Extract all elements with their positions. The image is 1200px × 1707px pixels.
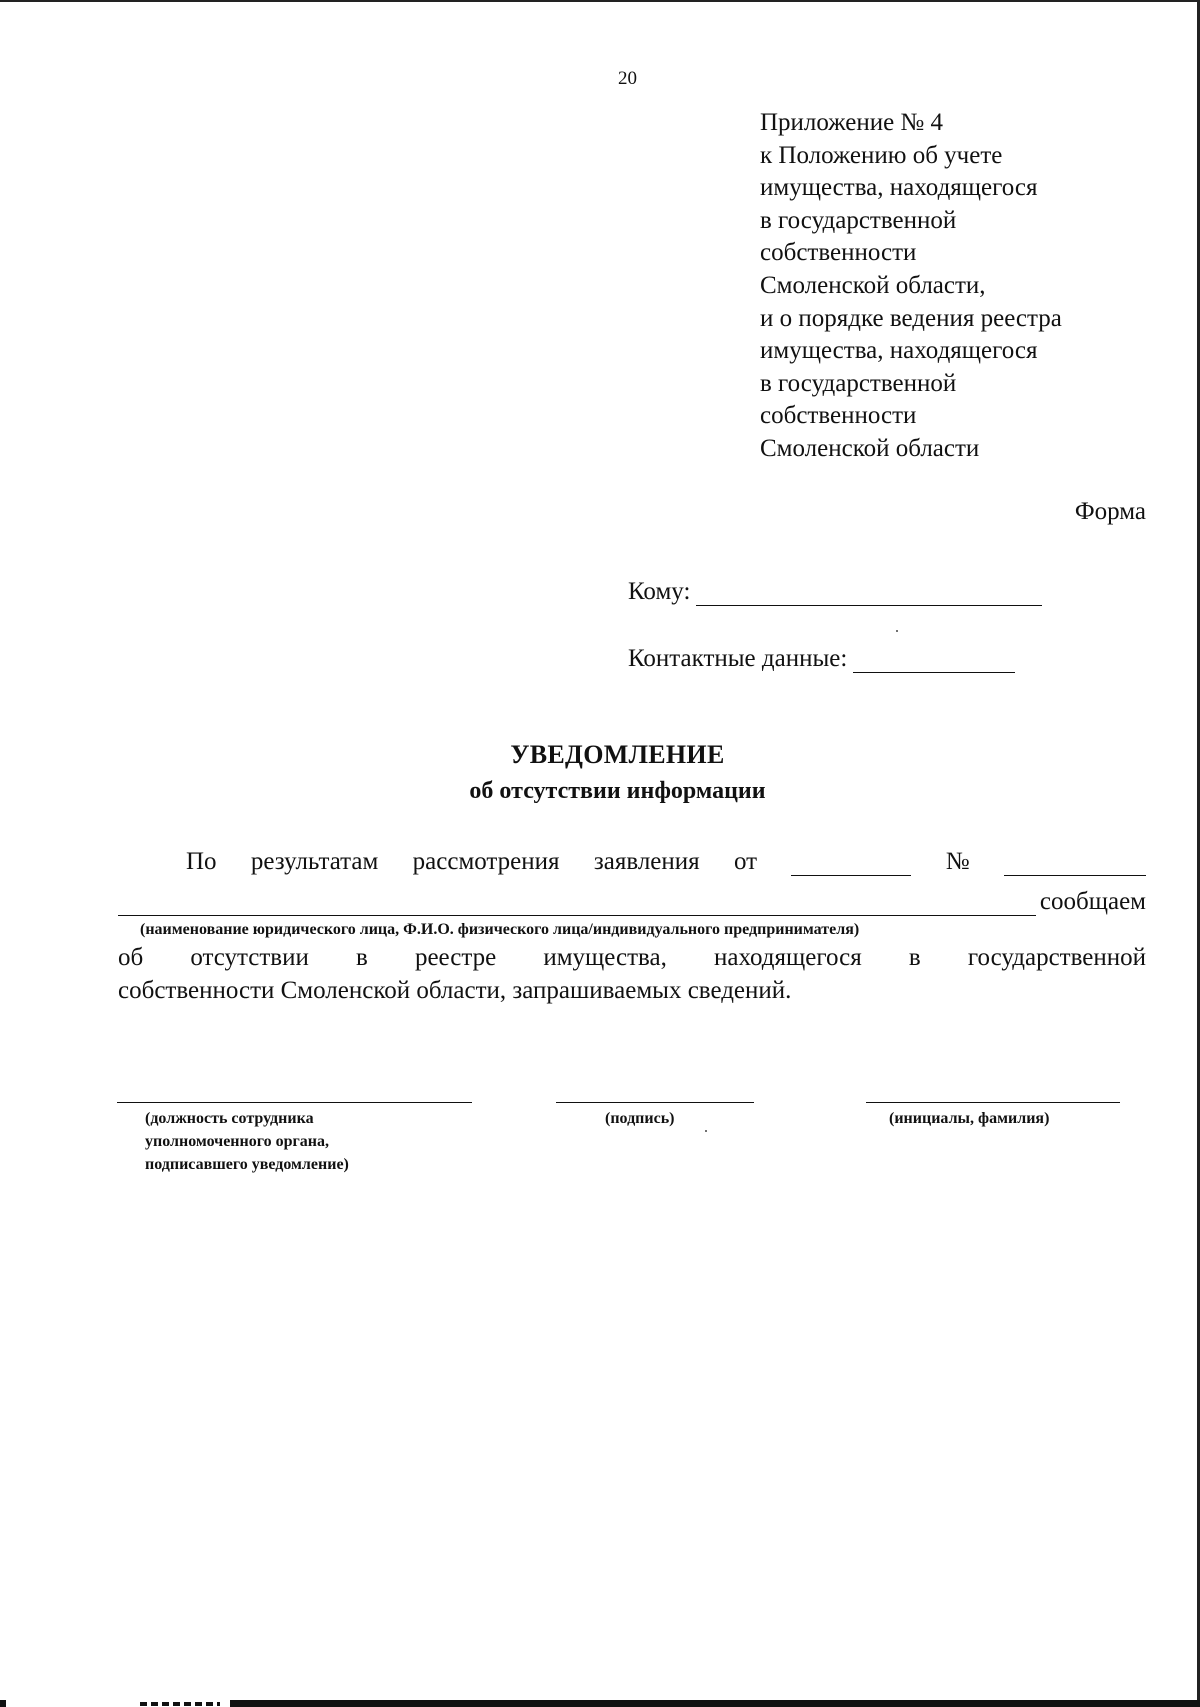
appendix-block [760,107,1062,466]
to-label: Кому: [628,578,691,605]
page-number: 20 [618,68,637,89]
document-subtitle: об отсутствии информации [469,778,766,804]
appendix-line: Смоленской области [760,434,980,462]
contacts-field[interactable] [853,650,1015,673]
body-line-1 [186,848,1146,876]
sign-caption: (подпись) [605,1110,675,1127]
body-word: в [908,944,921,971]
appendix-line: Смоленской области, [760,271,986,299]
appendix-line: собственности [760,239,917,267]
report-word: сообщаем [1039,888,1146,915]
body-word: реестре [414,944,497,971]
body-word: результатам [250,848,379,875]
position-caption-line: подписавшего уведомление) [145,1156,349,1173]
body-word: государственной [967,944,1146,971]
appendix-line: и о порядке ведения реестра [760,304,1062,332]
body-line-3 [118,944,1146,972]
appendix-line: в государственной [760,369,957,397]
scan-edge-bottom [0,1700,1200,1707]
application-date-field[interactable] [791,853,911,876]
applicant-name-field[interactable] [118,889,1036,916]
body-word: заявления [593,848,700,875]
body-word: рассмотрения [412,848,560,875]
position-signature-line[interactable] [117,1102,472,1103]
body-word: находящегося [714,944,862,971]
appendix-line: в государственной [760,206,957,234]
name-caption: (инициалы, фамилия) [889,1110,1050,1127]
body-word: в [356,944,368,971]
form-label: Форма [1074,498,1146,525]
body-line-2 [118,888,1146,916]
appendix-line: имущества, находящегося [760,174,1038,202]
position-caption [145,1107,349,1176]
signature-line[interactable] [556,1102,754,1103]
position-caption-line: уполномоченного органа, [145,1133,329,1150]
scan-speck [896,630,898,632]
contacts-label: Контактные данные: [628,645,848,672]
document-title: УВЕДОМЛЕНИЕ [510,740,725,769]
name-signature-line[interactable] [866,1102,1120,1103]
body-word: об [118,944,144,971]
appendix-line: Приложение № 4 [760,109,944,136]
body-word: По [186,848,217,875]
recipient-contacts-row [628,645,1015,673]
body-line-4: собственности Смоленской области, запрашиваемых сведений. [118,977,792,1004]
appendix-line: к Положению об учете [760,141,1003,169]
number-sign: № [945,848,970,875]
recipient-to-row [628,578,1042,606]
body-word: имущества, [543,944,667,971]
applicant-caption: (наименование юридического лица, Ф.И.О. физического лица/индивидуального предпринимателя) [140,921,860,938]
scan-speck [705,1130,707,1132]
body-word: от [734,848,758,875]
to-field[interactable] [696,583,1042,606]
position-caption-line: (должность сотрудника [145,1110,314,1127]
body-word: отсутствии [190,944,309,971]
application-number-field[interactable] [1004,853,1146,876]
appendix-line: имущества, находящегося [760,337,1038,365]
scan-edge-top [0,0,1200,2]
appendix-line: собственности [760,402,917,430]
